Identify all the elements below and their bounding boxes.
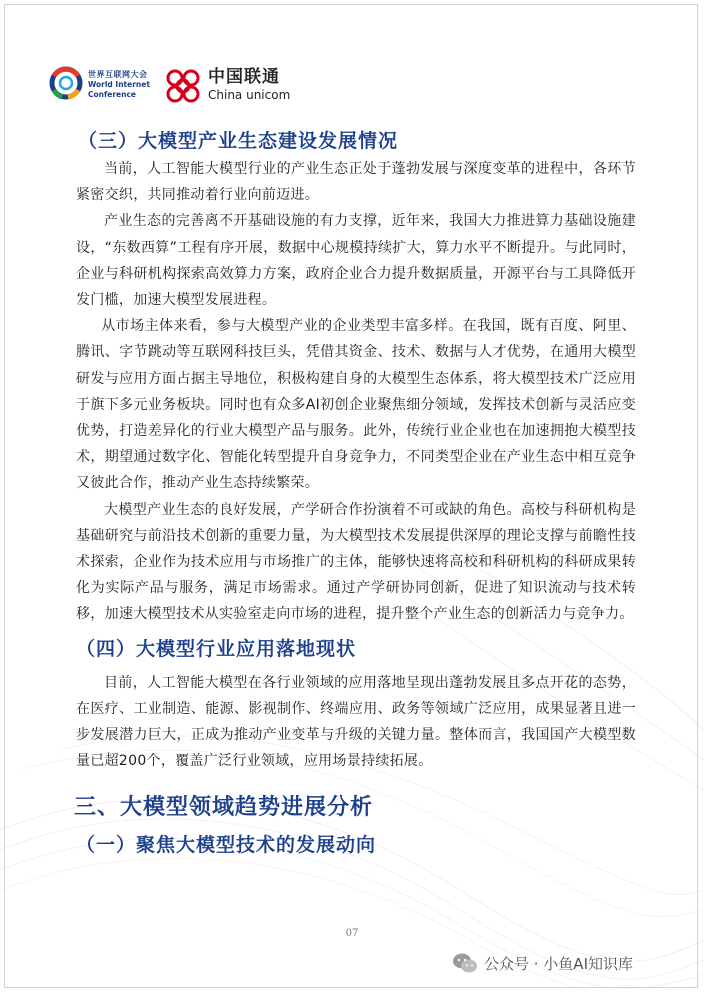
section3-paragraph-3: 从市场主体来看，参与大模型产业的企业类型丰富多样。在我国，既有百度、阿里、腾讯、字节跳动等互联网科技巨头，凭借其资金、技术、数据与人才优势，在通用大模型研发与应用方面占据主导地位，积极构建自身的大模型生态体系，将大模型技术广泛应用于旗下多元业务板块。同时也有众多AI初创企业聚焦细分领域，发挥技术创新与灵活应变优势，打造差异化的行业大模型产品与服务。此外，传统行业企业也在加速拥抱大模型技术，期望通过数字化、智能化转型提升自身竞争力，不同类型企业在产业生态中相互竞争又彼此合作，推动产业生态持续繁荣。	[76, 318, 636, 492]
chapter3-section-title-1: （一）聚焦大模型技术的发展动向	[76, 834, 377, 857]
section3-paragraph-4: 大模型产业生态的良好发展，产学研合作扮演着不可或缺的角色。高校与科研机构是基础研究与前沿技术创新的重要力量，为大模型技术发展提供深厚的理论支撑与前瞻性技术探索，企业作为技术应用与市场推广的主体，能够快速将高校和科研机构的科研成果转化为实际产品与服务，满足市场需求。通过产学研协同创新，促进了知识流动与技术转移，加速大模型技术从实验室走向市场的进程，提升整个产业生态的创新活力与竞争力。	[76, 501, 636, 623]
unicom-name-cn: 中国联通	[208, 67, 280, 87]
section-title-3: （三）大模型产业生态建设发展情况	[78, 130, 399, 152]
wic-name	[88, 70, 150, 100]
page-header	[48, 62, 308, 108]
wic-name-en-2: Conference	[88, 90, 137, 99]
section4-paragraph-1: 目前，人工智能大模型在各行业领域的应用落地呈现出蓬勃发展且多点开花的态势，在医疗、工业制造、能源、影视制作、终端应用、政务等领域广泛应用，成果显著且进一步发展潜力巨大，正成为推动产业变革与升级的关键力量。整体而言，我国国产大模型数量已超200个，覆盖广泛行业领域，应用场景持续拓展。	[76, 674, 636, 770]
unicom-name-en: China unicom	[208, 88, 291, 102]
page-number: 07	[345, 928, 359, 939]
chapter-title-3: 三、大模型领域趋势进展分析	[74, 795, 374, 821]
section3-paragraph-1: 当前，人工智能大模型行业的产业生态正处于蓬勃发展与深度变革的进程中，各环节紧密交织，共同推动着行业向前迈进。	[76, 161, 636, 204]
main-content	[76, 126, 636, 860]
wechat-watermark	[452, 952, 633, 974]
china-unicom-knot-logo-icon	[161, 64, 205, 108]
wic-name-cn: 世界互联网大会	[88, 70, 148, 79]
wic-name-en-1: World Internet	[88, 80, 150, 89]
section-title-4: （四）大模型行业应用落地现状	[76, 637, 357, 660]
china-unicom-name	[208, 66, 290, 102]
wic-globe-logo-icon	[48, 62, 84, 108]
watermark-text: 公众号 · 小鱼AI知识库	[484, 954, 633, 973]
wechat-icon	[452, 952, 478, 974]
section3-paragraph-2: 产业生态的完善离不开基础设施的有力支撑，近年来，我国大力推进算力基础设施建设，“东数西算”工程有序开展，数据中心规模持续扩大，算力水平不断提升。与此同时，企业与科研机构探索高效算力方案，政府企业合力提升数据质量，开源平台与工具降低开发门槛，加速大模型发展进程。	[76, 213, 636, 309]
